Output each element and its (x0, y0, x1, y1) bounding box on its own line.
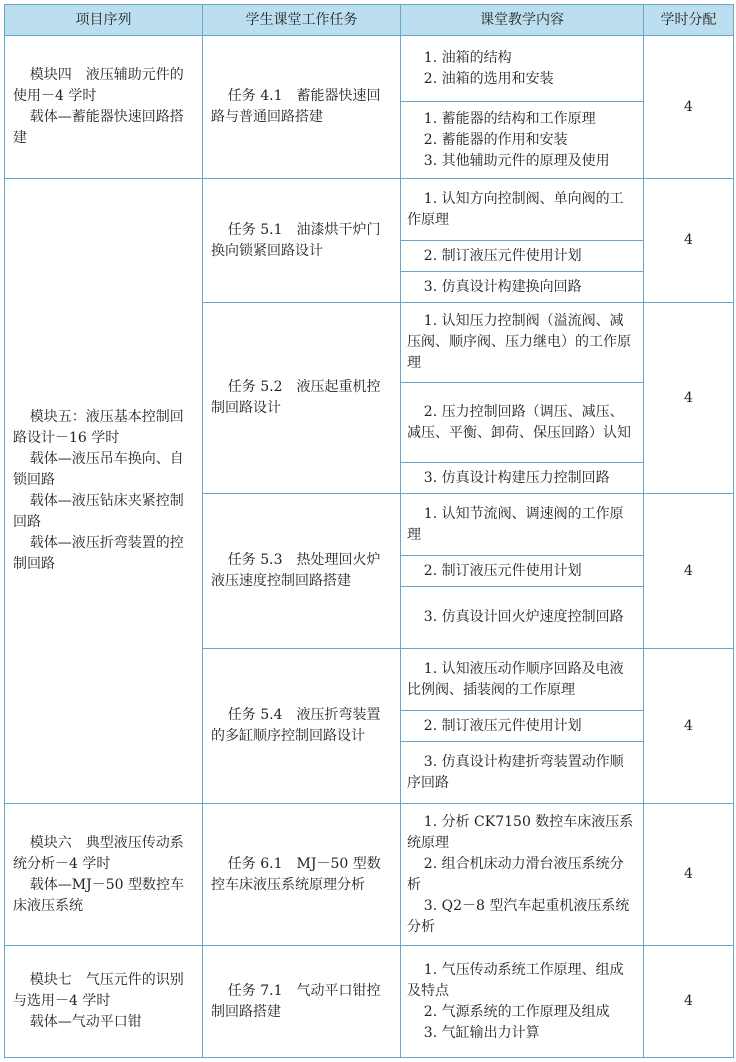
task-5-3-cell: 任务 5.3 热处理回火炉液压速度控制回路搭建 (203, 494, 401, 649)
module4-task-cell: 任务 4.1 蓄能器快速回路与普通回路搭建 (203, 36, 401, 179)
curriculum-table (4, 4, 734, 1058)
module6-project-cell: 模块六 典型液压传动系统分析－4 学时 载体—MJ－50 型数控车床液压系统 (5, 804, 203, 946)
table-row (5, 179, 734, 241)
module7-project-cell: 模块七 气压元件的识别与选用－4 学时 载体—气动平口钳 (5, 946, 203, 1058)
header-hours: 学时分配 (644, 5, 734, 36)
task-5-3-content-1: 1. 认知节流阀、调速阀的工作原理 (401, 494, 644, 556)
header-task: 学生课堂工作任务 (203, 5, 401, 36)
header-content: 课堂教学内容 (401, 5, 644, 36)
task-5-4-cell: 任务 5.4 液压折弯装置的多缸顺序控制回路设计 (203, 649, 401, 804)
task-5-3-content-2: 2. 制订液压元件使用计划 (401, 556, 644, 587)
task-5-3-content-3: 3. 仿真设计回火炉速度控制回路 (401, 587, 644, 649)
task-5-1-cell: 任务 5.1 油漆烘干炉门换向锁紧回路设计 (203, 179, 401, 303)
module6-task-cell: 任务 6.1 MJ－50 型数控车床液压系统原理分析 (203, 804, 401, 946)
table-row (5, 36, 734, 102)
module7-task-cell: 任务 7.1 气动平口钳控制回路搭建 (203, 946, 401, 1058)
module4-content-a: 1. 油箱的结构 2. 油箱的选用和安装 (401, 36, 644, 102)
task-5-2-content-1: 1. 认知压力控制阀（溢流阀、减压阀、顺序阀、压力继电）的工作原理 (401, 303, 644, 383)
task-5-4-content-3: 3. 仿真设计构建折弯装置动作顺序回路 (401, 742, 644, 804)
header-project: 项目序列 (5, 5, 203, 36)
module5-project-cell: 模块五：液压基本控制回路设计－16 学时 载体—液压吊车换向、自锁回路 载体—液压钻床夹紧控制回路 载体—液压折弯装置的控制回路 (5, 179, 203, 804)
module4-project-cell: 模块四 液压辅助元件的使用－4 学时 载体—蓄能器快速回路搭建 (5, 36, 203, 179)
task-5-4-content-1: 1. 认知液压动作顺序回路及电液比例阀、插装阀的工作原理 (401, 649, 644, 711)
task-5-1-content-1: 1. 认知方向控制阀、单向阀的工作原理 (401, 179, 644, 241)
module6-hours: 4 (644, 804, 734, 946)
task-5-1-hours: 4 (644, 179, 734, 303)
module7-content: 1. 气压传动系统工作原理、组成及特点 2. 气源系统的工作原理及组成 3. 气缸输出力计算 (401, 946, 644, 1058)
task-5-4-hours: 4 (644, 649, 734, 804)
table-header-row (5, 5, 734, 36)
task-5-2-hours: 4 (644, 303, 734, 494)
module4-hours: 4 (644, 36, 734, 179)
module7-hours: 4 (644, 946, 734, 1058)
task-5-1-content-3: 3. 仿真设计构建换向回路 (401, 272, 644, 303)
table-row (5, 804, 734, 946)
task-5-1-content-2: 2. 制订液压元件使用计划 (401, 241, 644, 272)
task-5-4-content-2: 2. 制订液压元件使用计划 (401, 711, 644, 742)
module4-content-b: 1. 蓄能器的结构和工作原理 2. 蓄能器的作用和安装 3. 其他辅助元件的原理及使用 (401, 102, 644, 179)
table-row (5, 946, 734, 1058)
task-5-2-content-2: 2. 压力控制回路（调压、减压、减压、平衡、卸荷、保压回路）认知 (401, 383, 644, 463)
task-5-3-hours: 4 (644, 494, 734, 649)
module6-content: 1. 分析 CK7150 数控车床液压系统原理 2. 组合机床动力滑台液压系统分析 3. Q2－8 型汽车起重机液压系统分析 (401, 804, 644, 946)
task-5-2-cell: 任务 5.2 液压起重机控制回路设计 (203, 303, 401, 494)
task-5-2-content-3: 3. 仿真设计构建压力控制回路 (401, 463, 644, 494)
